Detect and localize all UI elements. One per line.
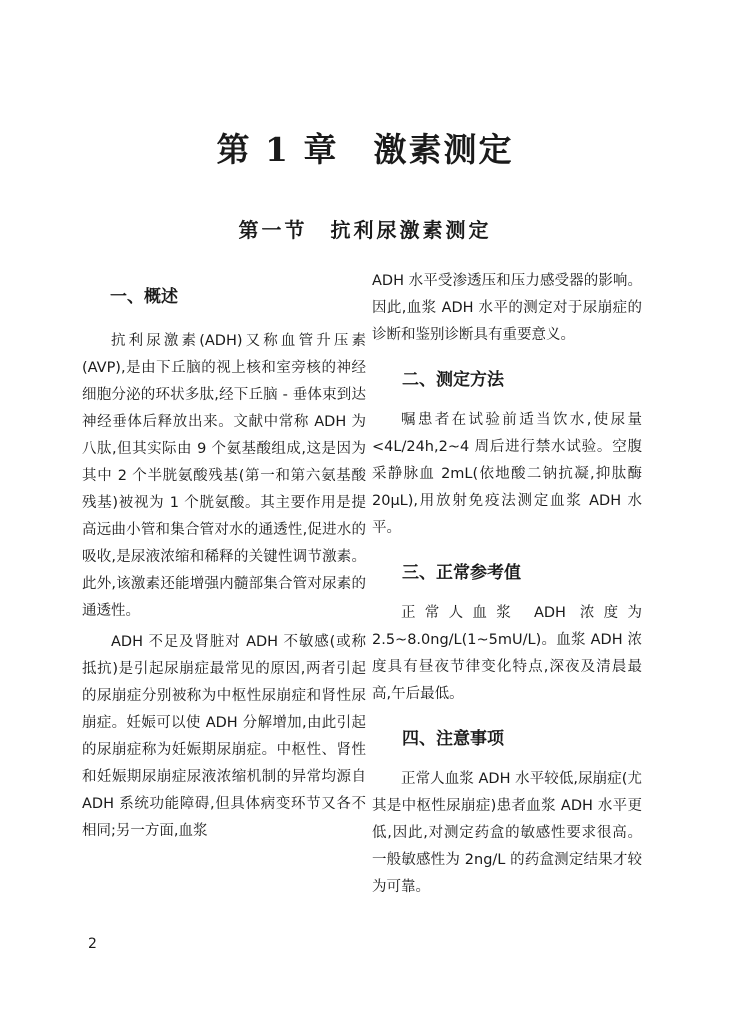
chapter-title: 第 1 章 激素测定 [216,130,514,169]
right-column [372,268,642,901]
heading-reference-value: 三、正常参考值 [402,563,521,583]
paragraph-reference-value: 正常人血浆 ADH 浓度为 2.5~8.0ng/L(1~5mU/L)。血浆 ADH 浓度具有昼夜节律变化特点,深夜及清晨最高,午后最低。 [372,605,642,702]
paragraph-overview-continued: ADH 水平受渗透压和压力感受器的影响。因此,血浆 ADH 水平的测定对于尿崩症的诊断和鉴别诊断具有重要意义。 [372,273,642,343]
paragraph-overview-2: ADH 不足及肾脏对 ADH 不敏感(或称抵抗)是引起尿崩症最常见的原因,两者引起的尿崩症分别被称为中枢性尿崩症和肾性尿崩症。妊娠可以使 ADH 分解增加,由此引起的尿崩症称为妊娠期尿崩症。中枢性、肾性和妊娠期尿崩症尿液浓缩机制的异常均源自 ADH 系统功能障碍,但具体病变环节又各不相同;另一方面,血浆 [82,634,366,839]
heading-notes: 四、注意事项 [402,729,504,749]
paragraph-overview-1: 抗利尿激素(ADH)又称血管升压素(AVP),是由下丘脑的视上核和室旁核的神经细胞分泌的环状多肽,经下丘脑 - 垂体束到达神经垂体后释放出来。文献中常称 ADH 为八肽,但其实际由 9 个氨基酸组成,这是因为其中 2 个半胱氨酸残基(第一和第六氨基酸残基)被视为 1 个胱氨酸。其主要作用是提高远曲小管和集合管对水的通透性,促进水的吸收,是尿液浓缩和稀释的关键性调节激素。此外,该激素还能增强内髓部集合管对尿素的通透性。 [82,333,366,619]
heading-overview: 一、概述 [110,287,178,307]
paragraph-method: 嘱患者在试验前适当饮水,使尿量<4L/24h,2~4 周后进行禁水试验。空腹采静脉血 2mL(依地酸二钠抗凝,抑肽酶 20μL),用放射免疫法测定血浆 ADH 水平。 [372,412,642,536]
paragraph-notes: 正常人血浆 ADH 水平较低,尿崩症(尤其是中枢性尿崩症)患者血浆 ADH 水平更低,因此,对测定药盒的敏感性要求很高。一般敏感性为 2ng/L 的药盒测定结果才较为可靠。 [372,771,642,895]
heading-method: 二、测定方法 [402,370,504,390]
section-title: 第一节 抗利尿激素测定 [238,218,492,242]
left-column [82,268,366,845]
page-number: 2 [88,936,97,952]
